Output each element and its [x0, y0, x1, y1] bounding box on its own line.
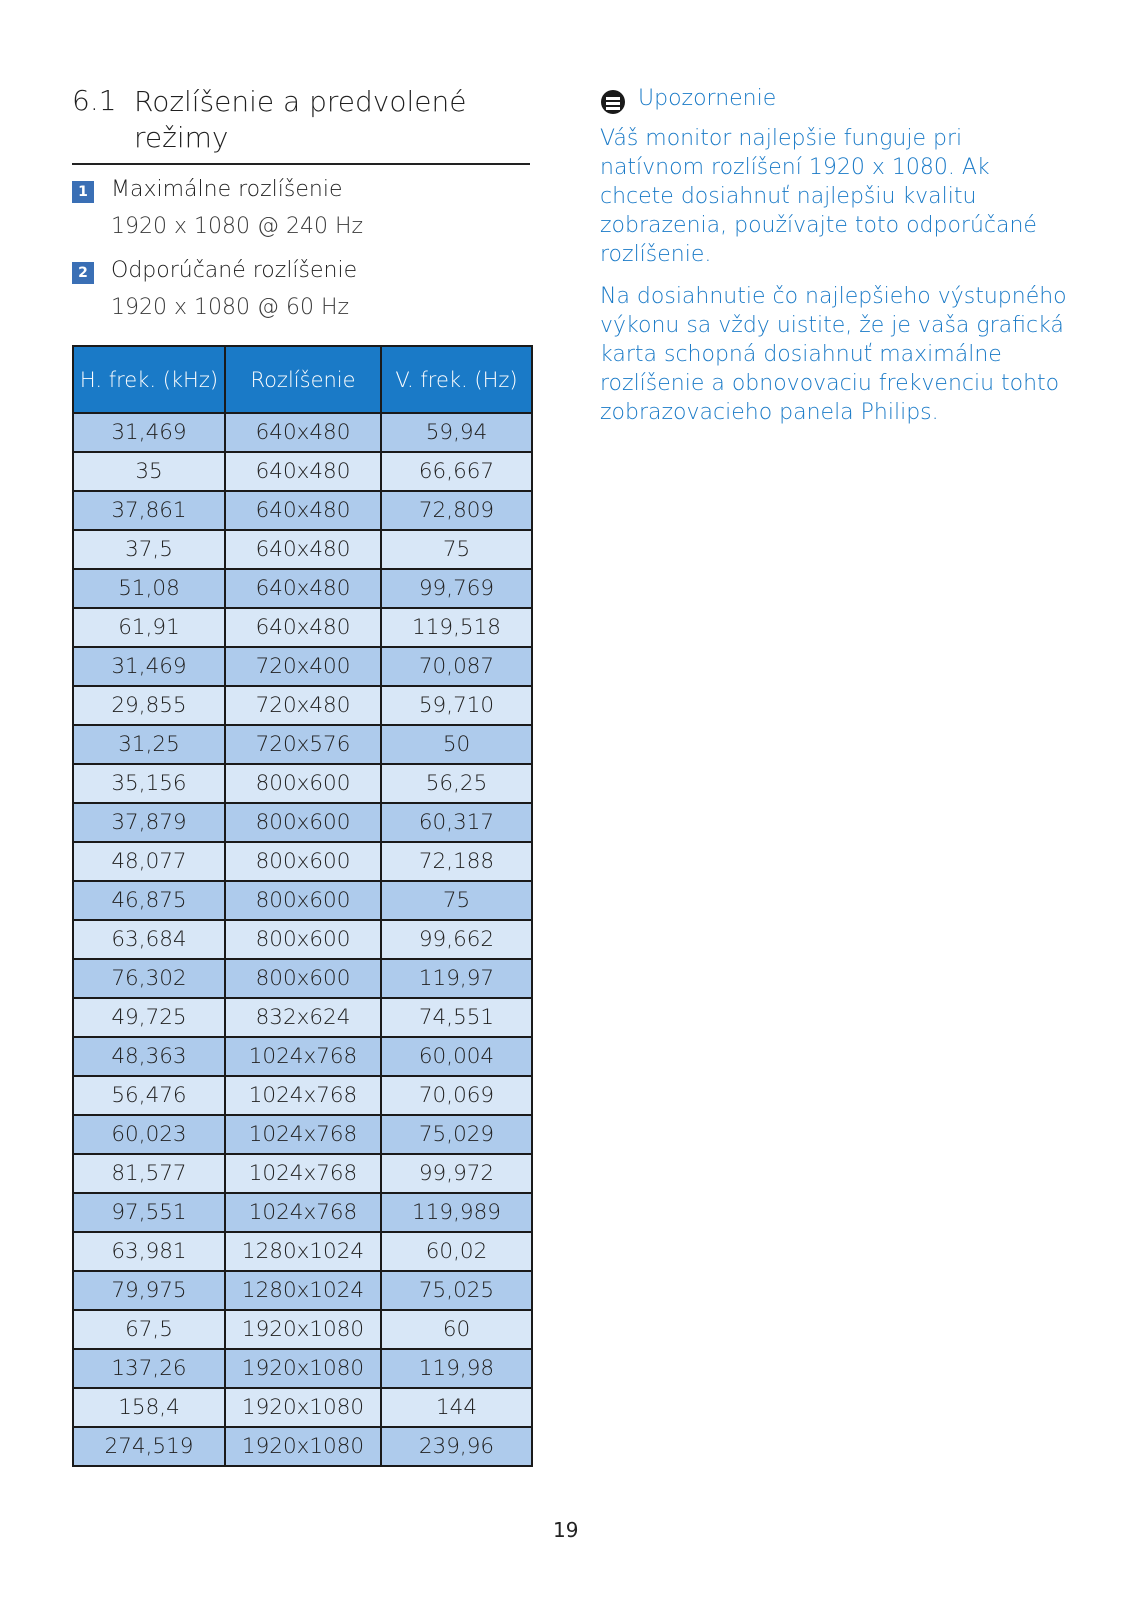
- v-freq-cell: 75: [381, 881, 532, 920]
- table-row: [73, 881, 532, 920]
- resolution-cell: 720x480: [225, 686, 381, 725]
- note-icon: [601, 90, 625, 114]
- resolution-cell: 800x600: [225, 881, 381, 920]
- resolution-cell: 640x480: [225, 569, 381, 608]
- max-resolution-value: 1920 x 1080 @ 240 Hz: [111, 214, 364, 239]
- table-row: [73, 1271, 532, 1310]
- resolution-cell: 1024x768: [225, 1115, 381, 1154]
- resolution-cell: 640x480: [225, 608, 381, 647]
- v-freq-cell: 59,710: [381, 686, 532, 725]
- recommended-resolution-value: 1920 x 1080 @ 60 Hz: [111, 295, 350, 320]
- v-freq-cell: 60,004: [381, 1037, 532, 1076]
- table-row: [73, 686, 532, 725]
- h-freq-cell: 29,855: [73, 686, 225, 725]
- h-freq-cell: 158,4: [73, 1388, 225, 1427]
- resolution-cell: 1280x1024: [225, 1232, 381, 1271]
- table-row: [73, 647, 532, 686]
- resolution-cell: 1280x1024: [225, 1271, 381, 1310]
- v-freq-cell: 119,518: [381, 608, 532, 647]
- table-row: [73, 1076, 532, 1115]
- item-badge-2: 2: [72, 262, 94, 284]
- table-row: [73, 1232, 532, 1271]
- section-title: Rozlíšenie a predvolené režimy: [134, 85, 467, 154]
- v-freq-cell: 56,25: [381, 764, 532, 803]
- table-row: [73, 1037, 532, 1076]
- header-resolution: Rozlíšenie: [225, 346, 381, 413]
- h-freq-cell: 137,26: [73, 1349, 225, 1388]
- table-row: [73, 1154, 532, 1193]
- table-row: [73, 608, 532, 647]
- v-freq-cell: 119,98: [381, 1349, 532, 1388]
- h-freq-cell: 60,023: [73, 1115, 225, 1154]
- h-freq-cell: 61,91: [73, 608, 225, 647]
- note-paragraph-2: Na dosiahnutie čo najlepšieho výstupného výkonu sa vždy uistite, že je vaša grafická karta schopná dosiahnuť maximálne rozlíšenie a obnovovaciu frekvenciu tohto zobrazovacieho panela Philips.: [600, 284, 1067, 425]
- resolution-cell: 640x480: [225, 491, 381, 530]
- v-freq-cell: 75,029: [381, 1115, 532, 1154]
- table-row: [73, 764, 532, 803]
- h-freq-cell: 56,476: [73, 1076, 225, 1115]
- table-row: [73, 452, 532, 491]
- table-row: [73, 413, 532, 452]
- v-freq-cell: 239,96: [381, 1427, 532, 1466]
- resolution-cell: 1920x1080: [225, 1349, 381, 1388]
- v-freq-cell: 99,972: [381, 1154, 532, 1193]
- resolution-cell: 1024x768: [225, 1037, 381, 1076]
- header-h-freq: H. frek. (kHz): [73, 346, 225, 413]
- resolution-cell: 800x600: [225, 920, 381, 959]
- v-freq-cell: 60,317: [381, 803, 532, 842]
- table-row: [73, 959, 532, 998]
- table-row: [73, 803, 532, 842]
- resolution-cell: 800x600: [225, 842, 381, 881]
- table-row: [73, 530, 532, 569]
- table-row: [73, 1388, 532, 1427]
- resolution-cell: 1024x768: [225, 1193, 381, 1232]
- h-freq-cell: 48,363: [73, 1037, 225, 1076]
- resolution-cell: 640x480: [225, 413, 381, 452]
- header-v-freq: V. frek. (Hz): [381, 346, 532, 413]
- h-freq-cell: 37,879: [73, 803, 225, 842]
- v-freq-cell: 59,94: [381, 413, 532, 452]
- v-freq-cell: 119,97: [381, 959, 532, 998]
- resolution-cell: 800x600: [225, 803, 381, 842]
- note-paragraph-1: Váš monitor najlepšie funguje pri natívnom rozlíšení 1920 x 1080. Ak chcete dosiahnuť najlepšiu kvalitu zobrazenia, používajte toto odporúčané rozlíšenie.: [600, 126, 1037, 267]
- recommended-resolution-label: Odporúčané rozlíšenie: [111, 258, 358, 283]
- resolution-cell: 1920x1080: [225, 1310, 381, 1349]
- max-resolution-label: Maximálne rozlíšenie: [111, 177, 343, 202]
- v-freq-cell: 60: [381, 1310, 532, 1349]
- v-freq-cell: 66,667: [381, 452, 532, 491]
- resolution-cell: 800x600: [225, 764, 381, 803]
- table-row: [73, 1115, 532, 1154]
- h-freq-cell: 97,551: [73, 1193, 225, 1232]
- title-rule: [72, 163, 530, 165]
- resolution-cell: 1920x1080: [225, 1388, 381, 1427]
- table-row: [73, 1349, 532, 1388]
- v-freq-cell: 70,069: [381, 1076, 532, 1115]
- page-number: 19: [553, 1518, 579, 1542]
- table-row: [73, 1193, 532, 1232]
- resolution-cell: 640x480: [225, 530, 381, 569]
- h-freq-cell: 31,25: [73, 725, 225, 764]
- h-freq-cell: 31,469: [73, 647, 225, 686]
- v-freq-cell: 99,662: [381, 920, 532, 959]
- section-number: 6.1: [72, 84, 117, 117]
- table-row: [73, 998, 532, 1037]
- h-freq-cell: 67,5: [73, 1310, 225, 1349]
- table-row: [73, 920, 532, 959]
- v-freq-cell: 75,025: [381, 1271, 532, 1310]
- table-row: [73, 725, 532, 764]
- table-row: [73, 1310, 532, 1349]
- v-freq-cell: 50: [381, 725, 532, 764]
- v-freq-cell: 144: [381, 1388, 532, 1427]
- v-freq-cell: 72,809: [381, 491, 532, 530]
- resolution-cell: 800x600: [225, 959, 381, 998]
- table-row: [73, 569, 532, 608]
- h-freq-cell: 274,519: [73, 1427, 225, 1466]
- v-freq-cell: 99,769: [381, 569, 532, 608]
- h-freq-cell: 31,469: [73, 413, 225, 452]
- v-freq-cell: 70,087: [381, 647, 532, 686]
- resolution-table: [72, 345, 533, 1467]
- v-freq-cell: 72,188: [381, 842, 532, 881]
- resolution-cell: 720x576: [225, 725, 381, 764]
- resolution-cell: 1024x768: [225, 1076, 381, 1115]
- table-row: [73, 491, 532, 530]
- resolution-cell: 1920x1080: [225, 1427, 381, 1466]
- h-freq-cell: 76,302: [73, 959, 225, 998]
- table-row: [73, 1427, 532, 1466]
- v-freq-cell: 74,551: [381, 998, 532, 1037]
- item-badge-1: 1: [72, 181, 94, 203]
- h-freq-cell: 35,156: [73, 764, 225, 803]
- v-freq-cell: 60,02: [381, 1232, 532, 1271]
- table-row: [73, 842, 532, 881]
- h-freq-cell: 79,975: [73, 1271, 225, 1310]
- h-freq-cell: 81,577: [73, 1154, 225, 1193]
- h-freq-cell: 63,981: [73, 1232, 225, 1271]
- h-freq-cell: 63,684: [73, 920, 225, 959]
- resolution-cell: 1024x768: [225, 1154, 381, 1193]
- h-freq-cell: 37,861: [73, 491, 225, 530]
- resolution-cell: 832x624: [225, 998, 381, 1037]
- h-freq-cell: 48,077: [73, 842, 225, 881]
- resolution-cell: 640x480: [225, 452, 381, 491]
- v-freq-cell: 75: [381, 530, 532, 569]
- h-freq-cell: 37,5: [73, 530, 225, 569]
- table-header-row: [73, 346, 532, 413]
- h-freq-cell: 51,08: [73, 569, 225, 608]
- v-freq-cell: 119,989: [381, 1193, 532, 1232]
- h-freq-cell: 49,725: [73, 998, 225, 1037]
- h-freq-cell: 35: [73, 452, 225, 491]
- resolution-cell: 720x400: [225, 647, 381, 686]
- h-freq-cell: 46,875: [73, 881, 225, 920]
- note-title: Upozornenie: [638, 86, 777, 111]
